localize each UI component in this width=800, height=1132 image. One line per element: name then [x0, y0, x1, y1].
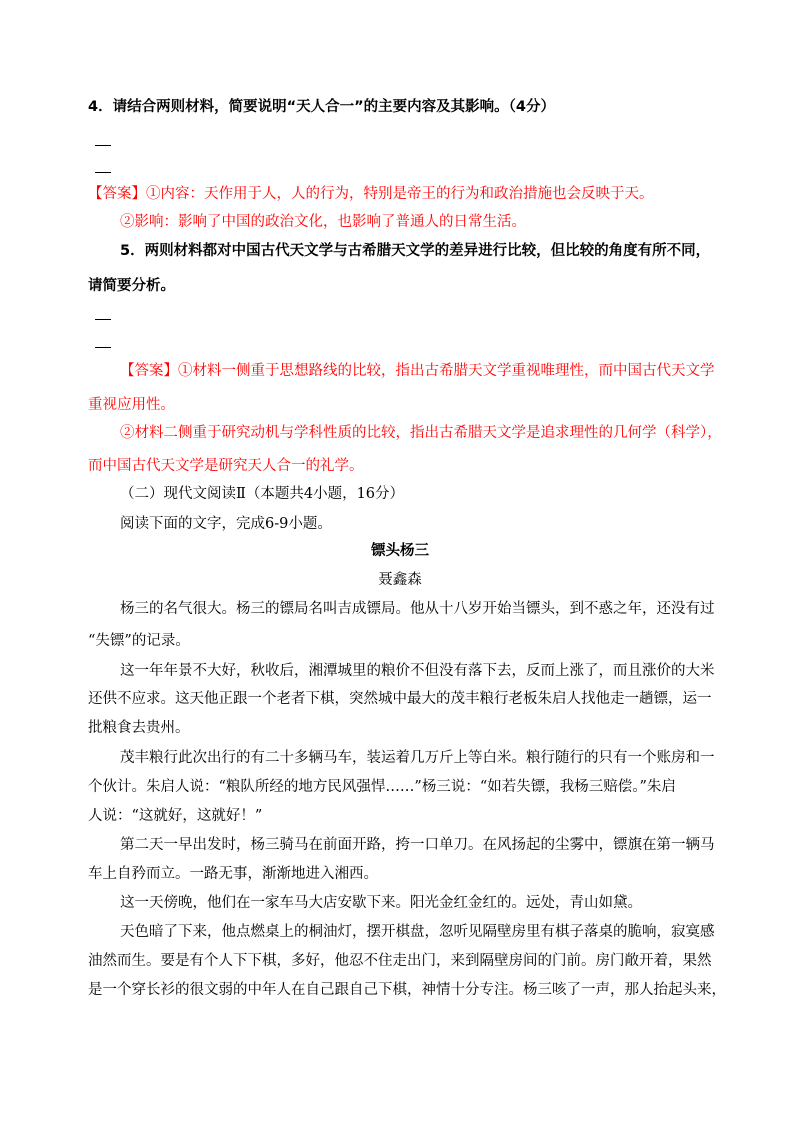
story-line: 还供不应求。这天他正跟一个老者下棋，突然城中最大的茂丰粮行老板朱启人找他走一趟镖，运一: [88, 691, 712, 707]
answer-blank-line: [95, 319, 111, 320]
answer-blank-line: [95, 145, 111, 146]
story-title: 镖头杨三: [371, 543, 429, 559]
section-instruction: 阅读下面的文字，完成6-9小题。: [120, 516, 332, 532]
answer-5-line-2: 重视应用性。: [88, 397, 175, 413]
answer-4-part-2: ②影响：影响了中国的政治文化，也影响了普通人的日常生活。: [120, 214, 526, 230]
story-line: 这一年年景不大好，秋收后，湘潭城里的粮价不但没有落下去，反而上涨了，而且涨价的大米: [120, 663, 715, 679]
story-line: 人说：“这就好，这就好！”: [88, 808, 263, 824]
story-line: 个伙计。朱启人说：“粮队所经的地方民风强悍……”杨三说：“如若失镖，我杨三赔偿。”朱启: [88, 779, 676, 795]
story-line: 是一个穿长衫的很文弱的中年人在自己跟自己下棋，神情十分专注。杨三咳了一声，那人抬起头来，: [88, 982, 726, 998]
story-line: “失镖”的记录。: [88, 633, 190, 649]
story-line: 茂丰粮行此次出行的有二十多辆马车，装运着几万斤上等白米。粮行随行的只有一个账房和一: [120, 750, 715, 766]
section-heading: （二）现代文阅读Ⅱ（本题共4小题，16分）: [120, 486, 405, 502]
answer-5-line-3: ②材料二侧重于研究动机与学科性质的比较，指出古希腊天文学是追求理性的几何学（科学），: [120, 425, 722, 441]
question-4: 4．请结合两则材料，简要说明“天人合一”的主要内容及其影响。（4分）: [88, 99, 555, 115]
answer-5-line-1: 【答案】①材料一侧重于思想路线的比较，指出古希腊天文学重视唯理性，而中国古代天文学: [120, 363, 715, 379]
question-5-line-2: 请简要分析。: [88, 278, 175, 294]
story-line: 这一天傍晚，他们在一家车马大店安歇下来。阳光金红金红的。远处，青山如黛。: [120, 895, 642, 911]
answer-5-line-4: 而中国古代天文学是研究天人合一的礼学。: [88, 458, 364, 474]
story-line: 第二天一早出发时，杨三骑马在前面开路，挎一口单刀。在风扬起的尘雾中，镖旗在第一辆马: [120, 837, 715, 853]
story-line: 天色暗了下来，他点燃桌上的桐油灯，摆开棋盘，忽听见隔壁房里有棋子落桌的脆响，寂寞感: [120, 924, 715, 940]
question-5-line-1: 5．两则材料都对中国古代天文学与古希腊天文学的差异进行比较，但比较的角度有所不同，: [120, 243, 711, 259]
story-line: 车上自矜而立。一路无事，渐渐地进入湘西。: [88, 866, 378, 882]
story-author: 聂鑫森: [378, 572, 422, 588]
answer-blank-line: [95, 347, 111, 348]
answer-4-part-1: 【答案】①内容：天作用于人，人的行为，特别是帝王的行为和政治措施也会反映于天。: [88, 186, 654, 202]
story-line: 油然而生。要是有个人下下棋，多好，他忍不住走出门，来到隔壁房间的门前。房门敞开着，果然: [88, 953, 712, 969]
story-line: 批粮食去贵州。: [88, 720, 190, 736]
answer-blank-line: [95, 172, 111, 173]
story-line: 杨三的名气很大。杨三的镖局名叫吉成镖局。他从十八岁开始当镖头，到不惑之年，还没有过: [120, 601, 715, 617]
